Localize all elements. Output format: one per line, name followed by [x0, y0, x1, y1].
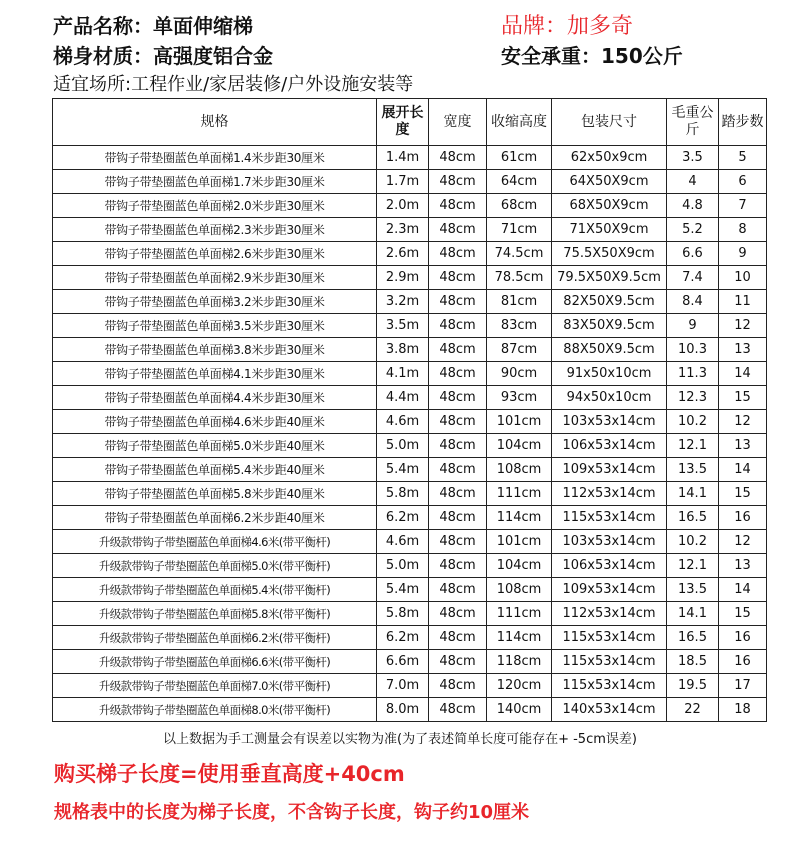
table-row [53, 578, 767, 602]
header-width: 宽度 [429, 99, 487, 146]
cell-extended-length: 8.0m [377, 698, 429, 722]
cell-retracted-height: 114cm [487, 626, 552, 650]
cell-gross-weight: 16.5 [667, 506, 719, 530]
table-row [53, 410, 767, 434]
table-row [53, 338, 767, 362]
cell-package-size: 115x53x14cm [552, 626, 667, 650]
cell-width: 48cm [429, 458, 487, 482]
cell-width: 48cm [429, 242, 487, 266]
cell-extended-length: 7.0m [377, 674, 429, 698]
cell-steps: 13 [719, 434, 767, 458]
header-extended-length: 展开长度 [377, 99, 429, 146]
cell-steps: 10 [719, 266, 767, 290]
cell-spec: 带钩子带垫圈蓝色单面梯4.4米步距30厘米 [53, 386, 377, 410]
cell-spec: 带钩子带垫圈蓝色单面梯2.6米步距30厘米 [53, 242, 377, 266]
table-row [53, 698, 767, 722]
cell-package-size: 75.5X50X9cm [552, 242, 667, 266]
cell-gross-weight: 9 [667, 314, 719, 338]
cell-steps: 18 [719, 698, 767, 722]
table-header-row [53, 99, 767, 146]
cell-spec: 升级款带钩子带垫圈蓝色单面梯6.6米(带平衡杆) [53, 650, 377, 674]
cell-package-size: 88X50X9.5cm [552, 338, 667, 362]
cell-steps: 15 [719, 482, 767, 506]
cell-package-size: 112x53x14cm [552, 602, 667, 626]
cell-package-size: 91x50x10cm [552, 362, 667, 386]
cell-spec: 带钩子带垫圈蓝色单面梯3.5米步距30厘米 [53, 314, 377, 338]
cell-steps: 16 [719, 506, 767, 530]
cell-steps: 5 [719, 146, 767, 170]
table-row [53, 194, 767, 218]
cell-package-size: 62x50x9cm [552, 146, 667, 170]
table-row [53, 218, 767, 242]
cell-gross-weight: 12.3 [667, 386, 719, 410]
hook-length-note: 规格表中的长度为梯子长度，不含钩子长度，钩子约10厘米 [54, 802, 530, 823]
cell-package-size: 115x53x14cm [552, 506, 667, 530]
load-label: 安全承重： [501, 44, 601, 68]
cell-steps: 12 [719, 314, 767, 338]
cell-retracted-height: 114cm [487, 506, 552, 530]
material-value: 高强度铝合金 [153, 44, 273, 68]
cell-width: 48cm [429, 482, 487, 506]
cell-width: 48cm [429, 170, 487, 194]
table-row [53, 386, 767, 410]
cell-steps: 13 [719, 338, 767, 362]
cell-width: 48cm [429, 386, 487, 410]
cell-spec: 带钩子带垫圈蓝色单面梯1.4米步距30厘米 [53, 146, 377, 170]
header-package-size: 包装尺寸 [552, 99, 667, 146]
cell-gross-weight: 7.4 [667, 266, 719, 290]
material-line [53, 40, 273, 69]
cell-steps: 12 [719, 410, 767, 434]
cell-width: 48cm [429, 266, 487, 290]
cell-retracted-height: 83cm [487, 314, 552, 338]
cell-steps: 14 [719, 578, 767, 602]
cell-package-size: 94x50x10cm [552, 386, 667, 410]
cell-extended-length: 5.0m [377, 554, 429, 578]
cell-width: 48cm [429, 554, 487, 578]
cell-gross-weight: 5.2 [667, 218, 719, 242]
cell-retracted-height: 64cm [487, 170, 552, 194]
cell-width: 48cm [429, 314, 487, 338]
cell-retracted-height: 118cm [487, 650, 552, 674]
table-row [53, 314, 767, 338]
cell-spec: 带钩子带垫圈蓝色单面梯2.9米步距30厘米 [53, 266, 377, 290]
cell-width: 48cm [429, 578, 487, 602]
cell-gross-weight: 19.5 [667, 674, 719, 698]
cell-steps: 16 [719, 626, 767, 650]
cell-package-size: 115x53x14cm [552, 674, 667, 698]
cell-gross-weight: 22 [667, 698, 719, 722]
product-name-line [53, 10, 253, 39]
table-row [53, 626, 767, 650]
cell-spec: 带钩子带垫圈蓝色单面梯5.0米步距40厘米 [53, 434, 377, 458]
cell-retracted-height: 108cm [487, 578, 552, 602]
cell-width: 48cm [429, 362, 487, 386]
cell-steps: 7 [719, 194, 767, 218]
cell-steps: 13 [719, 554, 767, 578]
cell-extended-length: 2.0m [377, 194, 429, 218]
table-row [53, 458, 767, 482]
cell-extended-length: 3.8m [377, 338, 429, 362]
cell-retracted-height: 101cm [487, 410, 552, 434]
cell-retracted-height: 71cm [487, 218, 552, 242]
cell-gross-weight: 6.6 [667, 242, 719, 266]
cell-spec: 升级款带钩子带垫圈蓝色单面梯4.6米(带平衡杆) [53, 530, 377, 554]
cell-extended-length: 5.4m [377, 578, 429, 602]
cell-extended-length: 5.8m [377, 602, 429, 626]
cell-extended-length: 1.4m [377, 146, 429, 170]
cell-width: 48cm [429, 290, 487, 314]
table-row [53, 362, 767, 386]
cell-retracted-height: 61cm [487, 146, 552, 170]
cell-gross-weight: 4.8 [667, 194, 719, 218]
cell-extended-length: 3.2m [377, 290, 429, 314]
cell-gross-weight: 11.3 [667, 362, 719, 386]
cell-retracted-height: 78.5cm [487, 266, 552, 290]
cell-retracted-height: 104cm [487, 434, 552, 458]
cell-width: 48cm [429, 410, 487, 434]
cell-extended-length: 5.0m [377, 434, 429, 458]
cell-retracted-height: 90cm [487, 362, 552, 386]
cell-spec: 升级款带钩子带垫圈蓝色单面梯5.8米(带平衡杆) [53, 602, 377, 626]
cell-extended-length: 1.7m [377, 170, 429, 194]
cell-retracted-height: 68cm [487, 194, 552, 218]
usage-line: 适宜场所:工程作业/家居装修/户外设施安装等 [53, 74, 414, 95]
cell-steps: 16 [719, 650, 767, 674]
cell-width: 48cm [429, 218, 487, 242]
header-spec: 规格 [53, 99, 377, 146]
cell-spec: 带钩子带垫圈蓝色单面梯6.2米步距40厘米 [53, 506, 377, 530]
cell-steps: 17 [719, 674, 767, 698]
cell-spec: 带钩子带垫圈蓝色单面梯4.6米步距40厘米 [53, 410, 377, 434]
cell-retracted-height: 74.5cm [487, 242, 552, 266]
table-row [53, 554, 767, 578]
product-name-label: 产品名称： [53, 14, 153, 38]
cell-gross-weight: 10.2 [667, 410, 719, 434]
cell-gross-weight: 14.1 [667, 482, 719, 506]
cell-extended-length: 2.9m [377, 266, 429, 290]
cell-extended-length: 4.6m [377, 530, 429, 554]
load-line [501, 40, 683, 69]
cell-spec: 带钩子带垫圈蓝色单面梯2.0米步距30厘米 [53, 194, 377, 218]
cell-retracted-height: 93cm [487, 386, 552, 410]
cell-width: 48cm [429, 650, 487, 674]
cell-width: 48cm [429, 194, 487, 218]
cell-retracted-height: 104cm [487, 554, 552, 578]
cell-gross-weight: 8.4 [667, 290, 719, 314]
product-name-value: 单面伸缩梯 [153, 14, 253, 38]
cell-spec: 带钩子带垫圈蓝色单面梯2.3米步距30厘米 [53, 218, 377, 242]
material-label: 梯身材质： [53, 44, 153, 68]
cell-extended-length: 6.2m [377, 506, 429, 530]
cell-package-size: 79.5X50X9.5cm [552, 266, 667, 290]
cell-steps: 15 [719, 386, 767, 410]
header-retracted-height: 收缩高度 [487, 99, 552, 146]
cell-extended-length: 6.6m [377, 650, 429, 674]
measurement-note: 以上数据为手工测量会有误差以实物为准(为了表述简单长度可能存在+ -5cm误差) [163, 732, 637, 747]
table-row [53, 650, 767, 674]
table-row [53, 434, 767, 458]
cell-steps: 6 [719, 170, 767, 194]
cell-width: 48cm [429, 530, 487, 554]
cell-spec: 带钩子带垫圈蓝色单面梯5.4米步距40厘米 [53, 458, 377, 482]
cell-spec: 升级款带钩子带垫圈蓝色单面梯5.4米(带平衡杆) [53, 578, 377, 602]
cell-gross-weight: 12.1 [667, 554, 719, 578]
cell-retracted-height: 81cm [487, 290, 552, 314]
spec-table [52, 98, 767, 722]
cell-package-size: 140x53x14cm [552, 698, 667, 722]
cell-spec: 升级款带钩子带垫圈蓝色单面梯6.2米(带平衡杆) [53, 626, 377, 650]
cell-spec: 升级款带钩子带垫圈蓝色单面梯7.0米(带平衡杆) [53, 674, 377, 698]
cell-gross-weight: 10.2 [667, 530, 719, 554]
cell-extended-length: 3.5m [377, 314, 429, 338]
cell-spec: 升级款带钩子带垫圈蓝色单面梯8.0米(带平衡杆) [53, 698, 377, 722]
table-row [53, 266, 767, 290]
brand-label: 品牌：加多奇 [501, 14, 634, 39]
cell-extended-length: 2.3m [377, 218, 429, 242]
cell-gross-weight: 3.5 [667, 146, 719, 170]
table-row [53, 602, 767, 626]
cell-gross-weight: 12.1 [667, 434, 719, 458]
cell-steps: 9 [719, 242, 767, 266]
cell-retracted-height: 111cm [487, 602, 552, 626]
cell-steps: 12 [719, 530, 767, 554]
cell-package-size: 82X50X9.5cm [552, 290, 667, 314]
buy-length-rule: 购买梯子长度=使用垂直高度+40cm [54, 762, 405, 786]
cell-extended-length: 5.4m [377, 458, 429, 482]
cell-extended-length: 4.4m [377, 386, 429, 410]
cell-extended-length: 4.1m [377, 362, 429, 386]
cell-width: 48cm [429, 602, 487, 626]
cell-gross-weight: 18.5 [667, 650, 719, 674]
cell-package-size: 115x53x14cm [552, 650, 667, 674]
cell-spec: 带钩子带垫圈蓝色单面梯1.7米步距30厘米 [53, 170, 377, 194]
cell-gross-weight: 14.1 [667, 602, 719, 626]
cell-retracted-height: 101cm [487, 530, 552, 554]
cell-width: 48cm [429, 434, 487, 458]
cell-spec: 带钩子带垫圈蓝色单面梯3.2米步距30厘米 [53, 290, 377, 314]
cell-width: 48cm [429, 338, 487, 362]
cell-package-size: 103x53x14cm [552, 410, 667, 434]
cell-package-size: 106x53x14cm [552, 554, 667, 578]
table-row [53, 506, 767, 530]
cell-package-size: 103x53x14cm [552, 530, 667, 554]
cell-package-size: 64X50X9cm [552, 170, 667, 194]
table-row [53, 170, 767, 194]
cell-gross-weight: 10.3 [667, 338, 719, 362]
cell-package-size: 68X50X9cm [552, 194, 667, 218]
header-steps: 踏步数 [719, 99, 767, 146]
table-row [53, 290, 767, 314]
cell-extended-length: 4.6m [377, 410, 429, 434]
cell-extended-length: 6.2m [377, 626, 429, 650]
cell-package-size: 109x53x14cm [552, 578, 667, 602]
cell-width: 48cm [429, 626, 487, 650]
cell-extended-length: 5.8m [377, 482, 429, 506]
cell-retracted-height: 108cm [487, 458, 552, 482]
cell-retracted-height: 87cm [487, 338, 552, 362]
cell-package-size: 71X50X9cm [552, 218, 667, 242]
cell-retracted-height: 120cm [487, 674, 552, 698]
cell-extended-length: 2.6m [377, 242, 429, 266]
cell-gross-weight: 13.5 [667, 458, 719, 482]
table-row [53, 242, 767, 266]
table-row [53, 530, 767, 554]
cell-spec: 升级款带钩子带垫圈蓝色单面梯5.0米(带平衡杆) [53, 554, 377, 578]
cell-steps: 14 [719, 458, 767, 482]
spec-table-body [53, 146, 767, 722]
cell-gross-weight: 13.5 [667, 578, 719, 602]
cell-steps: 11 [719, 290, 767, 314]
cell-width: 48cm [429, 146, 487, 170]
cell-package-size: 106x53x14cm [552, 434, 667, 458]
load-value: 150公斤 [601, 44, 683, 68]
cell-retracted-height: 111cm [487, 482, 552, 506]
cell-width: 48cm [429, 674, 487, 698]
table-row [53, 674, 767, 698]
cell-spec: 带钩子带垫圈蓝色单面梯4.1米步距30厘米 [53, 362, 377, 386]
cell-package-size: 112x53x14cm [552, 482, 667, 506]
cell-spec: 带钩子带垫圈蓝色单面梯3.8米步距30厘米 [53, 338, 377, 362]
cell-spec: 带钩子带垫圈蓝色单面梯5.8米步距40厘米 [53, 482, 377, 506]
cell-steps: 8 [719, 218, 767, 242]
cell-steps: 15 [719, 602, 767, 626]
header-gross-weight: 毛重公斤 [667, 99, 719, 146]
cell-retracted-height: 140cm [487, 698, 552, 722]
table-row [53, 482, 767, 506]
cell-package-size: 109x53x14cm [552, 458, 667, 482]
cell-gross-weight: 4 [667, 170, 719, 194]
table-row [53, 146, 767, 170]
cell-gross-weight: 16.5 [667, 626, 719, 650]
cell-width: 48cm [429, 506, 487, 530]
cell-steps: 14 [719, 362, 767, 386]
cell-package-size: 83X50X9.5cm [552, 314, 667, 338]
cell-width: 48cm [429, 698, 487, 722]
